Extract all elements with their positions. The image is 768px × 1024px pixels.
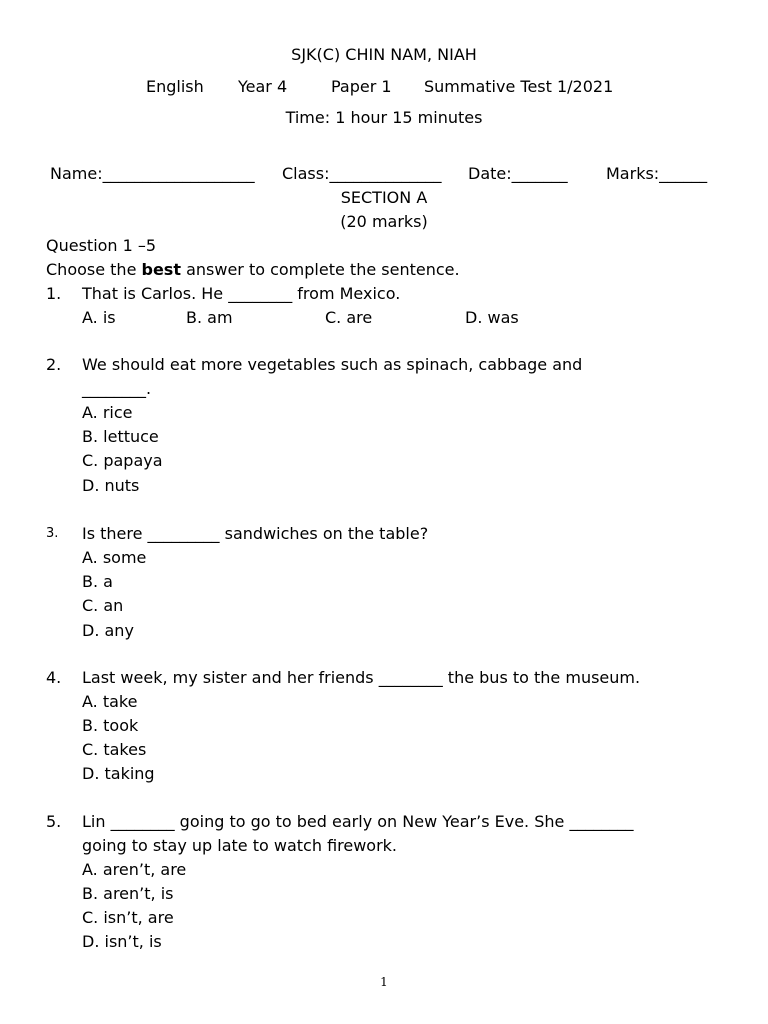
option: D. nuts — [82, 476, 140, 495]
option: B. aren’t, is — [82, 884, 174, 903]
page-number: 1 — [380, 975, 388, 989]
instruction-before: Choose the — [46, 260, 142, 279]
marks-field: Marks:______ — [606, 164, 708, 183]
option: D. any — [82, 621, 134, 640]
instruction — [46, 260, 460, 279]
option: D. was — [465, 308, 519, 327]
option: D. taking — [82, 764, 155, 783]
question-number: 1. — [46, 284, 62, 303]
instruction-bold: best — [141, 260, 181, 279]
subject-label: English — [146, 77, 204, 96]
option: B. lettuce — [82, 427, 159, 446]
option: A. is — [82, 308, 116, 327]
option: B. took — [82, 716, 139, 735]
instruction-after: answer to complete the sentence. — [180, 260, 460, 279]
question-number: 2. — [46, 355, 62, 374]
option: A. take — [82, 692, 138, 711]
question-text-continued: ________. — [82, 379, 152, 398]
option: B. am — [186, 308, 233, 327]
option: C. papaya — [82, 451, 163, 470]
year-label: Year 4 — [238, 77, 288, 96]
option: C. are — [325, 308, 373, 327]
section-marks: (20 marks) — [340, 212, 428, 231]
name-field: Name:___________________ — [50, 164, 255, 183]
question-text: Is there _________ sandwiches on the table? — [82, 524, 429, 543]
option: D. isn’t, is — [82, 932, 162, 951]
question-text: We should eat more vegetables such as spinach, cabbage and — [82, 355, 583, 374]
section-title: SECTION A — [340, 188, 428, 207]
class-field: Class:______________ — [282, 164, 442, 183]
date-field: Date:_______ — [468, 164, 568, 183]
question-text: Lin ________ going to go to bed early on New Year’s Eve. She ________ — [82, 812, 634, 831]
option: C. isn’t, are — [82, 908, 174, 927]
question-text: Last week, my sister and her friends ________ the bus to the museum. — [82, 668, 641, 687]
question-number: 5. — [46, 812, 62, 831]
question-text: That is Carlos. He ________ from Mexico. — [82, 284, 401, 303]
question-text-continued: going to stay up late to watch firework. — [82, 836, 398, 855]
question-number: 4. — [46, 668, 62, 687]
time-label: Time: 1 hour 15 minutes — [285, 108, 483, 127]
option: A. some — [82, 548, 147, 567]
questions-header: Question 1 –5 — [46, 236, 157, 255]
option: C. an — [82, 596, 124, 615]
school-title: SJK(C) CHIN NAM, NIAH — [291, 45, 477, 64]
option: A. aren’t, are — [82, 860, 187, 879]
question-number: 3. — [46, 526, 59, 541]
test-label: Summative Test 1/2021 — [424, 77, 614, 96]
option: C. takes — [82, 740, 147, 759]
paper-label: Paper 1 — [331, 77, 392, 96]
option: B. a — [82, 572, 113, 591]
option: A. rice — [82, 403, 133, 422]
